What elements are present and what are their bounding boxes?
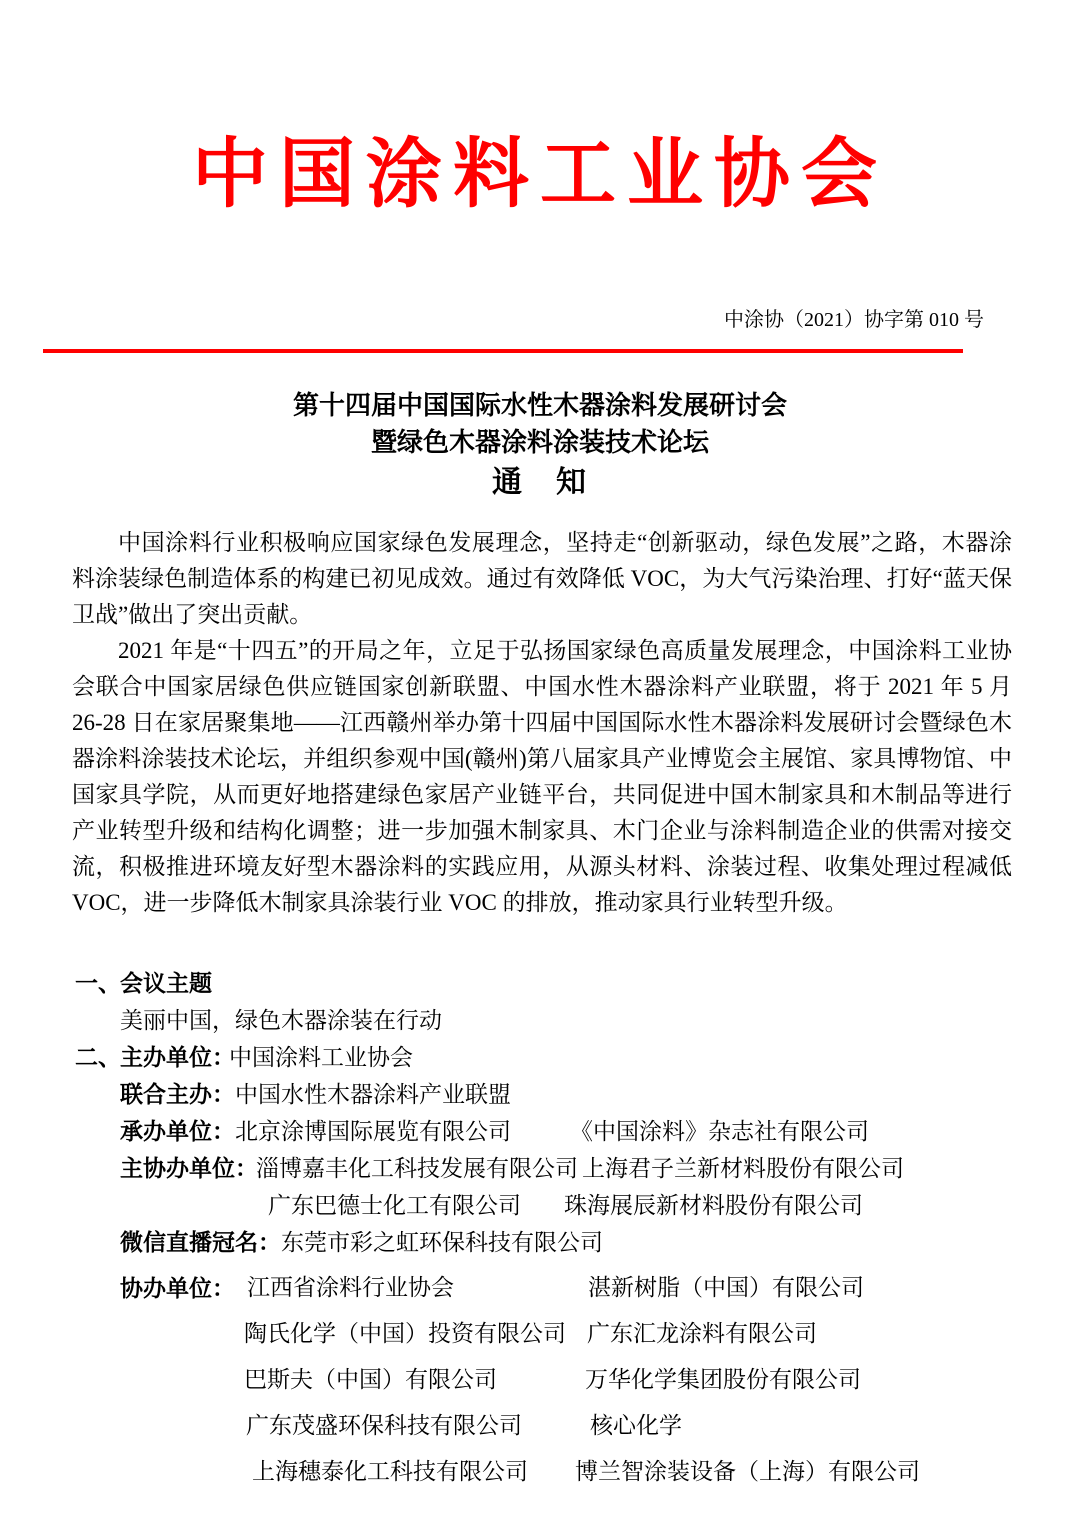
main-co-organizer-row-2 — [70, 1187, 1080, 1224]
sections-list — [70, 965, 1080, 1495]
co-organizer-company: 巴斯夫（中国）有限公司 — [244, 1367, 497, 1393]
section-host-heading — [70, 1039, 1080, 1076]
co-organizer-row — [70, 1311, 1080, 1357]
co-organizer-row — [70, 1265, 1080, 1311]
section-number: 一、 — [75, 970, 121, 997]
co-organizer-company: 上海穗泰化工科技有限公司 — [252, 1459, 528, 1485]
co-organizer-company: 陶氏化学（中国）投资有限公司 — [244, 1321, 566, 1347]
main-co-organizer-company-2: 上海君子兰新材料股份有限公司 — [582, 1156, 904, 1182]
co-organizer-row — [70, 1403, 1080, 1449]
notice-title-block — [0, 387, 1080, 505]
doc-reference-number: 中涂协（2021）协字第 010 号 — [724, 309, 984, 332]
main-co-organizer-label: 主协办单位： — [120, 1155, 258, 1182]
co-organizer-label: 协办单位： — [120, 1275, 235, 1302]
co-organizer-company: 江西省涂料行业协会 — [247, 1275, 454, 1301]
co-host-value: 中国水性木器涂料产业联盟 — [235, 1082, 511, 1108]
main-co-organizer-company-4: 珠海展辰新材料股份有限公司 — [564, 1193, 863, 1219]
red-divider-rule — [43, 349, 963, 353]
host-value: 中国涂料工业协会 — [229, 1045, 413, 1071]
section-number: 二、 — [75, 1044, 121, 1071]
co-organizer-company: 万华化学集团股份有限公司 — [585, 1367, 861, 1393]
co-organizer-company: 广东茂盛环保科技有限公司 — [246, 1413, 522, 1439]
wechat-sponsor-value: 东莞市彩之虹环保科技有限公司 — [281, 1230, 603, 1256]
main-co-organizer-company-1: 淄博嘉丰化工科技发展有限公司 — [256, 1156, 578, 1182]
co-organizer-row — [70, 1357, 1080, 1403]
notice-title-line2: 暨绿色木器涂料涂装技术论坛 — [370, 427, 709, 458]
co-host-row — [70, 1076, 1080, 1113]
co-organizer-company: 核心化学 — [590, 1413, 682, 1439]
host-label: 主办单位： — [120, 1044, 235, 1071]
co-organizer-company: 湛新树脂（中国）有限公司 — [588, 1275, 864, 1301]
notice-word: 通 知 — [492, 466, 588, 500]
co-organizer-company: 博兰智涂装设备（上海）有限公司 — [575, 1459, 920, 1485]
section-topic-value: 美丽中国，绿色木器涂装在行动 — [120, 1008, 442, 1034]
co-host-label: 联合主办： — [120, 1081, 235, 1108]
main-co-organizer-company-3: 广东巴德士化工有限公司 — [268, 1193, 521, 1219]
organizer-label: 承办单位： — [120, 1118, 235, 1145]
organizer-row — [70, 1113, 1080, 1150]
co-organizer-company: 广东汇龙涂料有限公司 — [587, 1321, 817, 1347]
wechat-sponsor-label: 微信直播冠名： — [120, 1229, 281, 1256]
notice-body — [72, 525, 1012, 921]
section-topic-title: 会议主题 — [120, 970, 212, 997]
notice-title-line1: 第十四届中国国际水性木器涂料发展研讨会 — [292, 390, 787, 421]
body-paragraph-2: 2021 年是“十四五”的开局之年，立足于弘扬国家绿色高质量发展理念，中国涂料工业协会联合中国家居绿色供应链国家创新联盟、中国水性木器涂料产业联盟，将于 2021 年 5 月 26-28 日在家居聚集地——江西赣州举办第十四届中国国际水性木器涂料发展研讨会暨绿色木器涂料涂装技术论坛，并组织参观中国(赣州)第八届家具产业博览会主展馆、家具博物馆、中国家具学院，从而更好地搭建绿色家居产业链平台，共同促进中国木制家具和木制品等进行产业转型升级和结构化调整；进一步加强木制家具、木门企业与涂料制造企业的供需对接交流，积极推进环境友好型木器涂料的实践应用，从源头材料、涂装过程、收集处理过程减低 VOC，进一步降低木制家具涂装行业 VOC 的排放，推动家具行业转型升级。 — [72, 638, 1012, 916]
wechat-sponsor-row — [70, 1224, 1080, 1261]
body-paragraph-1: 中国涂料行业积极响应国家绿色发展理念，坚持走“创新驱动，绿色发展”之路，木器涂料涂装绿色制造体系的构建已初见成效。通过有效降低 VOC，为大气污染治理、打好“蓝天保卫战”做出了突出贡献。 — [72, 530, 1012, 628]
co-organizer-row — [70, 1449, 1080, 1495]
organizer-company-2: 《中国涂料》杂志社有限公司 — [570, 1119, 869, 1145]
org-letterhead-title: 中国涂料工业协会 — [192, 133, 888, 217]
co-organizer-block — [70, 1265, 1080, 1495]
main-co-organizer-row-1 — [70, 1150, 1080, 1187]
section-topic-value-row — [70, 1002, 1080, 1039]
organizer-company-1: 北京涂博国际展览有限公司 — [235, 1119, 511, 1145]
section-topic-heading — [70, 965, 1080, 1002]
